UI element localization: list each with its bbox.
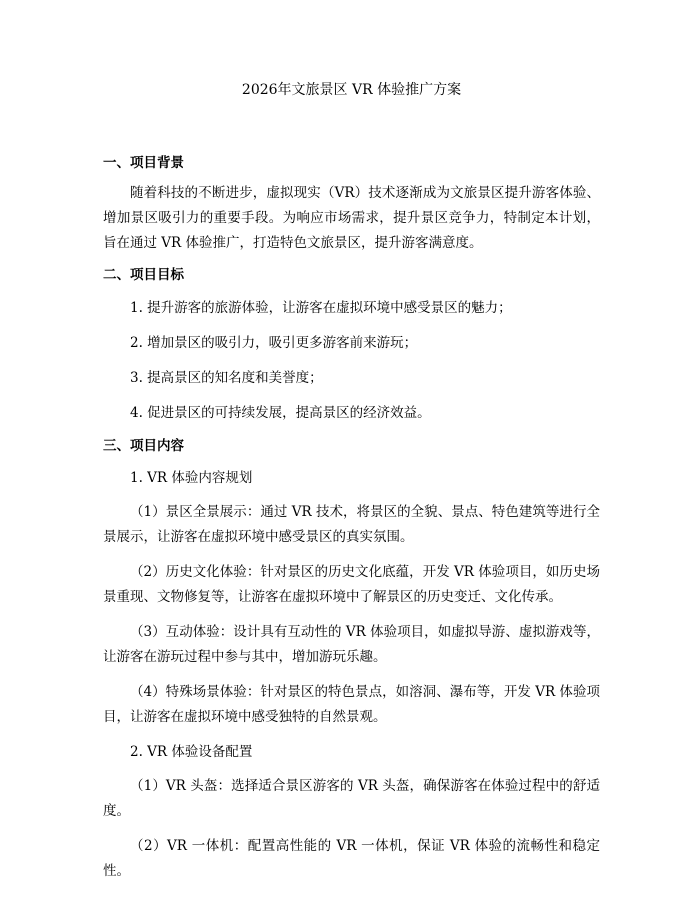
section-heading-goals: 二、项目目标 (103, 267, 184, 283)
goal-item-3: 3. 提高景区的知名度和美誉度； (130, 370, 323, 386)
goal-item-4: 4. 促进景区的可持续发展，提高景区的经济效益。 (130, 405, 431, 421)
background-paragraph: 随着科技的不断进步，虚拟现实（VR）技术逐渐成为文旅景区提升游客体验、增加景区吸引力的重要手段。为响应市场需求，提升景区竞争力，特制定本计划，旨在通过 VR 体验推广，打造特色文旅景区，提升游客满意度。 (103, 185, 600, 251)
device-paragraph-1: （1）VR 头盔：选择适合景区游客的 VR 头盔，确保游客在体验过程中的舒适度。 (103, 778, 600, 819)
planning-paragraph-1: （1）景区全景展示：通过 VR 技术，将景区的全貌、景点、特色建筑等进行全景展示，让游客在虚拟环境中感受景区的真实氛围。 (103, 504, 600, 545)
planning-paragraph-3: （3）互动体验：设计具有互动性的 VR 体验项目，如虚拟导游、虚拟游戏等，让游客在游玩过程中参与其中，增加游玩乐趣。 (103, 624, 600, 665)
subheading-device-config: 2. VR 体验设备配置 (130, 744, 253, 760)
goal-item-1: 1. 提升游客的旅游体验，让游客在虚拟环境中感受景区的魅力； (130, 300, 512, 316)
section-heading-content: 三、项目内容 (103, 438, 184, 454)
goal-item-2: 2. 增加景区的吸引力，吸引更多游客前来游玩； (130, 335, 418, 351)
subheading-content-planning: 1. VR 体验内容规划 (130, 470, 253, 486)
device-paragraph-2: （2）VR 一体机：配置高性能的 VR 一体机，保证 VR 体验的流畅性和稳定性。 (103, 838, 600, 879)
planning-paragraph-2: （2）历史文化体验：针对景区的历史文化底蕴，开发 VR 体验项目，如历史场景重现、文物修复等，让游客在虚拟环境中了解景区的历史变迁、文化传承。 (103, 564, 600, 605)
section-heading-background: 一、项目背景 (103, 155, 184, 171)
planning-paragraph-4: （4）特殊场景体验：针对景区的特色景点，如溶洞、瀑布等，开发 VR 体验项目，让游客在虚拟环境中感受独特的自然景观。 (103, 684, 600, 725)
page-title: 2026年文旅景区 VR 体验推广方案 (241, 82, 462, 98)
